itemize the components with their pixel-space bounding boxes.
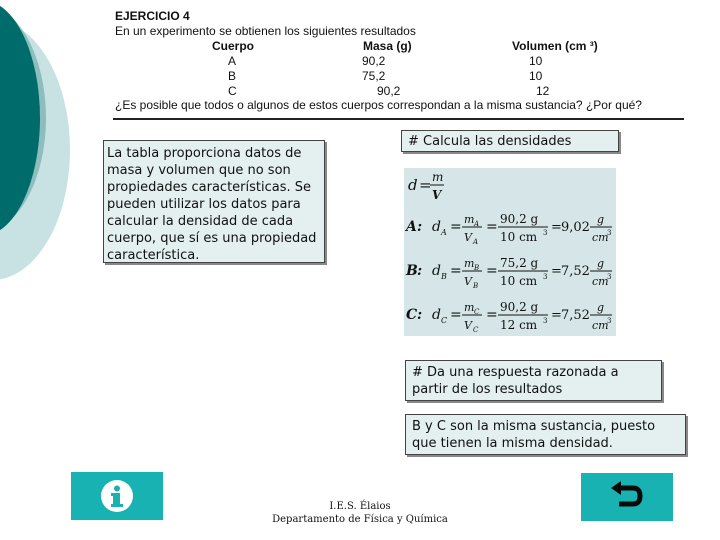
svg-text::: : bbox=[417, 307, 423, 323]
svg-text:d: d bbox=[432, 307, 441, 323]
svg-text:V: V bbox=[464, 319, 472, 332]
svg-text:g: g bbox=[597, 301, 605, 314]
calc-heading-box: # Calcula las densidades bbox=[401, 130, 619, 152]
svg-text:B: B bbox=[474, 264, 480, 272]
svg-text:10 cm: 10 cm bbox=[500, 274, 538, 288]
svg-text:cm: cm bbox=[592, 319, 609, 332]
svg-text:=: = bbox=[486, 307, 498, 323]
svg-text:9,02: 9,02 bbox=[561, 220, 590, 235]
svg-text:7,52: 7,52 bbox=[561, 264, 590, 279]
svg-text:V: V bbox=[464, 231, 472, 244]
svg-text:C: C bbox=[474, 308, 480, 316]
svg-text:90,2 g: 90,2 g bbox=[500, 212, 539, 226]
formula-m: m bbox=[432, 170, 444, 184]
svg-text:3: 3 bbox=[607, 273, 612, 281]
info-button[interactable] bbox=[71, 472, 163, 520]
exercise-title: EJERCICIO 4 bbox=[115, 9, 190, 23]
formula-row-label: A bbox=[406, 219, 417, 235]
column-header-masa: Masa (g) bbox=[363, 39, 412, 53]
svg-text:A: A bbox=[441, 228, 447, 237]
svg-text:90,2 g: 90,2 g bbox=[500, 300, 539, 314]
reason-heading-box: # Da una respuesta razonada a partir de los resultados bbox=[405, 360, 662, 401]
footer bbox=[270, 500, 450, 526]
svg-text:cm: cm bbox=[592, 231, 609, 244]
svg-text:3: 3 bbox=[543, 229, 548, 237]
svg-text:m: m bbox=[464, 257, 475, 270]
svg-text:A: A bbox=[473, 238, 479, 246]
return-arrow-icon bbox=[609, 481, 645, 513]
svg-text:=: = bbox=[450, 263, 462, 279]
svg-text:d: d bbox=[432, 219, 441, 235]
svg-text:C: C bbox=[441, 316, 448, 325]
table-cell-cuerpo: C bbox=[228, 84, 237, 98]
formula-row-a bbox=[404, 212, 612, 246]
svg-text:7,52: 7,52 bbox=[561, 308, 590, 323]
svg-text:m: m bbox=[464, 301, 475, 314]
svg-text:10 cm: 10 cm bbox=[500, 230, 538, 244]
svg-text:=: = bbox=[450, 219, 462, 235]
svg-text:B: B bbox=[441, 272, 447, 281]
svg-text:=: = bbox=[486, 219, 498, 235]
svg-text:cm: cm bbox=[592, 275, 609, 288]
svg-text:g: g bbox=[597, 213, 605, 226]
density-formulas bbox=[404, 168, 616, 336]
exercise-intro: En un experimento se obtienen los siguientes resultados bbox=[115, 24, 416, 38]
formula-d: d bbox=[408, 176, 418, 194]
formula-row-label: C bbox=[406, 307, 418, 323]
svg-text:g: g bbox=[597, 257, 605, 270]
decorative-circles bbox=[0, 0, 110, 300]
table-cell-volumen: 10 bbox=[529, 69, 543, 83]
table-cell-masa: 90,2 bbox=[377, 84, 401, 98]
svg-text:=: = bbox=[551, 264, 562, 279]
svg-text:d: d bbox=[432, 263, 441, 279]
svg-text:=: = bbox=[551, 308, 562, 323]
column-header-volumen: Volumen (cm ³) bbox=[512, 39, 598, 53]
table-cell-masa: 90,2 bbox=[362, 54, 386, 68]
svg-text:m: m bbox=[464, 213, 475, 226]
table-cell-cuerpo: A bbox=[228, 54, 237, 68]
column-header-cuerpo: Cuerpo bbox=[212, 39, 254, 53]
svg-text:C: C bbox=[473, 326, 479, 334]
divider bbox=[113, 118, 684, 120]
svg-text:12 cm: 12 cm bbox=[500, 318, 538, 332]
svg-text:3: 3 bbox=[543, 317, 548, 325]
footer-department: Departamento de Física y Química bbox=[272, 514, 448, 525]
table-cell-volumen: 12 bbox=[536, 84, 550, 98]
svg-text::: : bbox=[417, 219, 423, 235]
formula-row-label: B bbox=[406, 263, 418, 279]
svg-text:B: B bbox=[473, 282, 479, 290]
formula-V: V bbox=[432, 188, 442, 202]
svg-text::: : bbox=[417, 263, 423, 279]
svg-text:A: A bbox=[474, 220, 480, 228]
svg-text:3: 3 bbox=[607, 317, 612, 325]
svg-text:75,2 g: 75,2 g bbox=[500, 256, 539, 270]
svg-text:=: = bbox=[551, 220, 562, 235]
table-cell-volumen: 10 bbox=[529, 54, 543, 68]
footer-school: I.E.S. Élaios bbox=[329, 501, 391, 512]
exercise-question: ¿Es posible que todos o algunos de estos cuerpos correspondan a la misma sustancia? ¿Por qué? bbox=[115, 98, 642, 112]
svg-text:3: 3 bbox=[607, 229, 612, 237]
svg-text:=: = bbox=[419, 176, 432, 194]
explanation-box: La tabla proporciona datos de masa y volumen que no son propiedades características. Se pueden utilizar los datos para calcular la densidad de cada cuerpo, que sí es una propiedad característica. bbox=[103, 140, 325, 263]
return-button[interactable] bbox=[581, 473, 673, 521]
table-cell-masa: 75,2 bbox=[362, 69, 386, 83]
table-cell-cuerpo: B bbox=[228, 69, 237, 83]
info-icon bbox=[100, 479, 134, 513]
svg-text:=: = bbox=[486, 263, 498, 279]
formula-row-c bbox=[406, 300, 612, 334]
svg-text:V: V bbox=[464, 275, 472, 288]
svg-text:3: 3 bbox=[543, 273, 548, 281]
answer-box: B y C son la misma sustancia, puesto que tienen la misma densidad. bbox=[405, 414, 686, 455]
svg-text:=: = bbox=[450, 307, 462, 323]
formula-row-b bbox=[405, 256, 612, 290]
